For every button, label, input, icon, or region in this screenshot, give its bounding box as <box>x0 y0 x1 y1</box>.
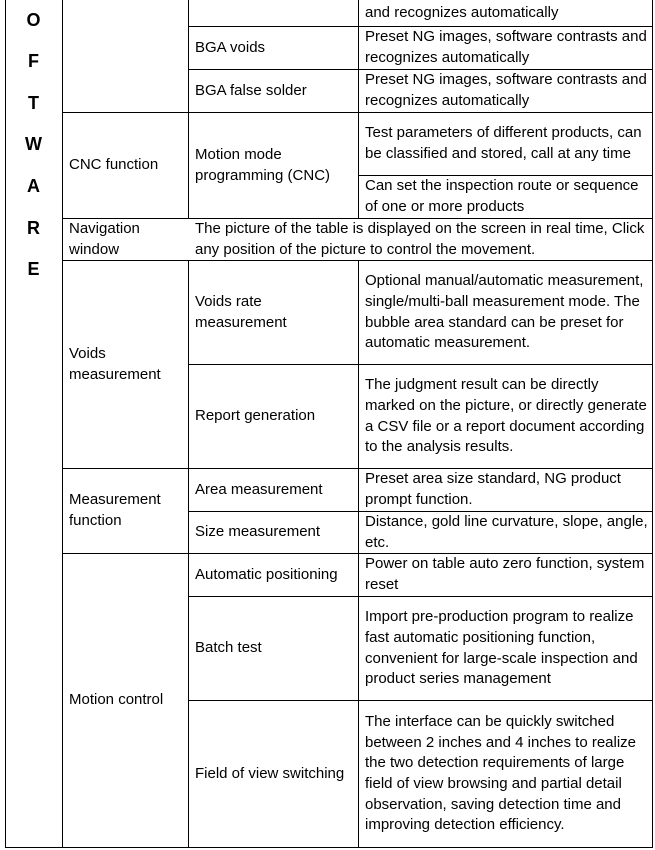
side-letter: W <box>25 134 42 154</box>
side-letter: T <box>28 93 39 113</box>
detail-cell: Optional manual/automatic measurement, single/multi-ball measurement mode. The bubble area standard can be preset for automatic measurement. <box>365 272 644 352</box>
detail-cell: The judgment result can be directly marked on the picture, or directly generate a CSV file or a report document according to the analysis results. <box>365 376 647 456</box>
detail-cell: Distance, gold line curvature, slope, angle, etc. <box>365 512 648 551</box>
side-letter: A <box>27 176 40 196</box>
item-cell: Report generation <box>195 407 316 425</box>
detail-cell: The picture of the table is displayed on the screen in real time, Click any position of the picture to control the movement. <box>195 219 645 258</box>
grid-line <box>5 0 6 848</box>
item-cell: Automatic positioning <box>195 565 338 583</box>
item-cell: Size measurement <box>195 523 321 541</box>
side-letter: F <box>28 51 39 71</box>
item-cell: Motion mode programming (CNC) <box>195 145 331 184</box>
detail-cell: and recognizes automatically <box>365 3 559 21</box>
detail-cell: Preset NG images, software contrasts and recognizes automatically <box>365 28 647 66</box>
category-cell: Measurement function <box>69 491 161 529</box>
detail-cell: Power on table auto zero function, system reset <box>365 555 645 593</box>
item-cell: Area measurement <box>195 480 323 498</box>
category-cell: Motion control <box>69 691 164 709</box>
detail-cell: Preset area size standard, NG product prompt function. <box>365 470 621 508</box>
item-cell: Field of view switching <box>195 764 345 782</box>
side-letter: R <box>27 218 40 238</box>
detail-cell: Test parameters of different products, can be classified and stored, call at any time <box>365 124 642 162</box>
detail-cell: Import pre-production program to realize fast automatic positioning function, convenient for large-scale inspection and product series management <box>365 608 638 688</box>
item-cell: Batch test <box>195 639 262 657</box>
category-cell: Voids measurement <box>69 344 161 383</box>
category-cell: CNC function <box>69 156 159 174</box>
side-letter: E <box>27 259 40 279</box>
detail-cell: Can set the inspection route or sequence of one or more products <box>365 177 639 215</box>
grid-line <box>652 0 653 848</box>
detail-cell: The interface can be quickly switched between 2 inches and 4 inches to realize the two detection requirements of large field of view browsing and partial detail observation, saving detection time and improving detection efficiency. <box>365 713 637 834</box>
category-cell: Navigation window <box>69 219 140 258</box>
detail-cell: Preset NG images, software contrasts and recognizes automatically <box>365 71 647 109</box>
item-cell: BGA voids <box>195 38 266 56</box>
item-cell: BGA false solder <box>195 81 307 99</box>
grid-line <box>5 847 653 848</box>
item-cell: Voids rate measurement <box>195 292 287 331</box>
side-letter: O <box>26 10 41 30</box>
